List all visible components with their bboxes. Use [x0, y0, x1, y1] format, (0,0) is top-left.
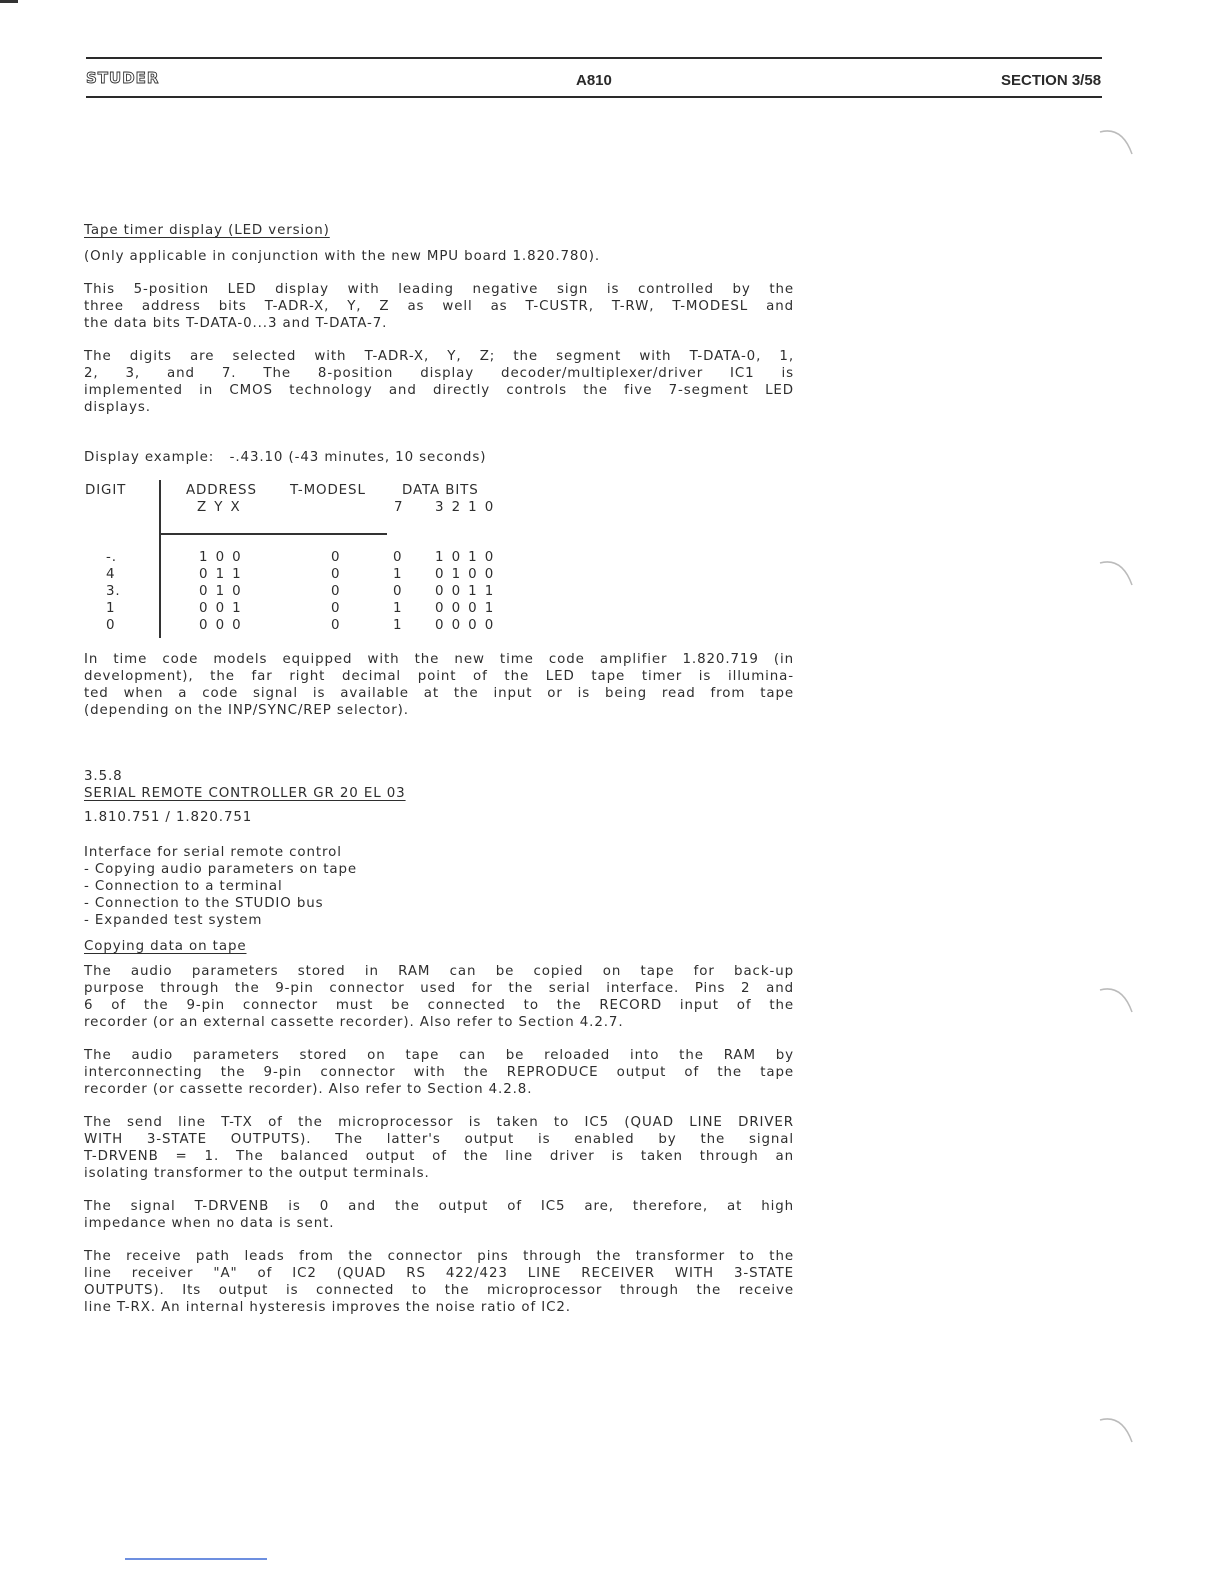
model-label: A810: [576, 72, 612, 89]
scan-corner-mark: [0, 0, 18, 3]
para-line: displays.: [84, 400, 151, 415]
logo-lettering: STUDER: [86, 69, 160, 87]
display-example: Display example: -.43.10 (-43 minutes, 10 seconds): [84, 450, 487, 465]
cell-bit7: 1: [393, 567, 403, 582]
cell-zyx: 1 0 0: [199, 550, 242, 565]
tape-timer-heading: Tape timer display (LED version): [84, 223, 330, 238]
cell-digit: 0: [106, 618, 116, 633]
header-top-rule: [86, 57, 1102, 59]
cell-bits-low: 1 0 1 0: [435, 550, 495, 565]
col-header-modesl: T-MODESL: [290, 483, 366, 498]
copy-para3: [84, 1114, 794, 1182]
copy-para4: [84, 1198, 794, 1232]
para-line: impedance when no data is sent.: [84, 1216, 335, 1231]
col-header-digit: DIGIT: [85, 483, 127, 498]
cell-bit7: 0: [393, 550, 403, 565]
cell-bit7: 0: [393, 584, 403, 599]
para-line: the data bits T-DATA-0...3 and T-DATA-7.: [84, 316, 388, 331]
binder-hole-mark: [1092, 982, 1142, 1022]
para-line: The signal T-DRVENB is 0 and the output of IC5 are, therefore, at high: [84, 1199, 794, 1214]
para-line: In time code models equipped with the new time code amplifier 1.820.719 (in: [84, 652, 794, 667]
cell-bit7: 1: [393, 618, 403, 633]
copy-para5: [84, 1248, 794, 1316]
para-line: development), the far right decimal point of the LED tape timer is illumina-: [84, 669, 794, 684]
list-item: - Expanded test system: [84, 913, 263, 928]
part-numbers: 1.810.751 / 1.820.751: [84, 810, 253, 825]
para-line: 6 of the 9-pin connector must be connected to the RECORD input of the: [84, 998, 794, 1013]
list-item: - Connection to the STUDIO bus: [84, 896, 324, 911]
col-header-address-sub: Z Y X: [197, 500, 241, 515]
para-line: The send line T-TX of the microprocessor is taken to IC5 (QUAD LINE DRIVER: [84, 1115, 794, 1130]
para-line: This 5-position LED display with leading negative sign is controlled by the: [84, 282, 794, 297]
cell-digit: 3.: [106, 584, 121, 599]
para-line: WITH 3-STATE OUTPUTS). The latter's output is enabled by the signal: [84, 1132, 794, 1147]
binder-hole-mark: [1092, 1412, 1142, 1452]
footer-blue-line: [125, 1558, 267, 1560]
tape-timer-para1: [84, 281, 794, 332]
cell-bits-low: 0 0 0 0: [435, 618, 495, 633]
para-line: recorder (or cassette recorder). Also refer to Section 4.2.8.: [84, 1082, 533, 1097]
cell-bit7: 1: [393, 601, 403, 616]
cell-bits-low: 0 0 1 1: [435, 584, 495, 599]
timecode-paragraph: [84, 651, 794, 719]
tape-timer-note: (Only applicable in conjunction with the new MPU board 1.820.780).: [84, 249, 601, 264]
serial-heading: SERIAL REMOTE CONTROLLER GR 20 EL 03: [84, 786, 406, 801]
para-line: isolating transformer to the output terminals.: [84, 1166, 430, 1181]
studer-logo: [86, 69, 182, 91]
cell-zyx: 0 1 1: [199, 567, 242, 582]
para-line: implemented in CMOS technology and directly controls the five 7-segment LED: [84, 383, 794, 398]
cell-bits-low: 0 1 0 0: [435, 567, 495, 582]
para-line: T-DRVENB = 1. The balanced output of the line driver is taken through an: [84, 1149, 794, 1164]
cell-digit: -.: [106, 550, 117, 565]
para-line: The receive path leads from the connector pins through the transformer to the: [84, 1249, 794, 1264]
header-bottom-rule: [86, 96, 1102, 98]
para-line: The digits are selected with T-ADR-X, Y, Z; the segment with T-DATA-0, 1,: [84, 349, 794, 364]
para-line: The audio parameters stored on tape can be reloaded into the RAM by: [84, 1048, 794, 1063]
table-horizontal-rule: [159, 533, 387, 535]
col-header-bits-low: 3 2 1 0: [435, 500, 495, 515]
list-item: - Connection to a terminal: [84, 879, 283, 894]
para-line: interconnecting the 9-pin connector with the REPRODUCE output of the tape: [84, 1065, 794, 1080]
col-header-address: ADDRESS: [186, 483, 257, 498]
cell-modesl: 0: [331, 584, 341, 599]
col-header-bit7: 7: [394, 500, 404, 515]
interface-intro: Interface for serial remote control: [84, 845, 342, 860]
section-number: 3.5.8: [84, 769, 123, 784]
table-vertical-rule: [159, 480, 161, 638]
section-label: SECTION 3/58: [1001, 72, 1102, 89]
para-line: 2, 3, and 7. The 8-position display decoder/multiplexer/driver IC1 is: [84, 366, 794, 381]
binder-hole-mark: [1092, 124, 1142, 164]
para-line: ted when a code signal is available at the input or is being read from tape: [84, 686, 794, 701]
cell-digit: 1: [106, 601, 116, 616]
cell-digit: 4: [106, 567, 116, 582]
cell-bits-low: 0 0 0 1: [435, 601, 495, 616]
cell-modesl: 0: [331, 601, 341, 616]
cell-modesl: 0: [331, 550, 341, 565]
cell-zyx: 0 0 1: [199, 601, 242, 616]
para-line: (depending on the INP/SYNC/REP selector).: [84, 703, 409, 718]
interface-list: [84, 844, 794, 929]
cell-modesl: 0: [331, 567, 341, 582]
cell-zyx: 0 0 0: [199, 618, 242, 633]
para-line: three address bits T-ADR-X, Y, Z as well as T-CUSTR, T-RW, T-MODESL and: [84, 299, 794, 314]
para-line: OUTPUTS). Its output is connected to the microprocessor through the receive: [84, 1283, 794, 1298]
copy-para1: [84, 963, 794, 1031]
copy-para2: [84, 1047, 794, 1098]
para-line: line receiver "A" of IC2 (QUAD RS 422/423 LINE RECEIVER WITH 3-STATE: [84, 1266, 794, 1281]
tape-timer-section: [84, 222, 794, 466]
para-line: recorder (or an external cassette recorder). Also refer to Section 4.2.7.: [84, 1015, 624, 1030]
para-line: line T-RX. An internal hysteresis improves the noise ratio of IC2.: [84, 1300, 571, 1315]
digit-table: [84, 480, 604, 640]
binder-hole-mark: [1092, 555, 1142, 595]
col-header-data-bits: DATA BITS: [402, 483, 479, 498]
tape-timer-para2: [84, 348, 794, 416]
copy-heading: Copying data on tape: [84, 939, 247, 954]
cell-zyx: 0 1 0: [199, 584, 242, 599]
para-line: The audio parameters stored in RAM can be copied on tape for back-up: [84, 964, 794, 979]
serial-remote-section: [84, 768, 794, 1316]
cell-modesl: 0: [331, 618, 341, 633]
list-item: - Copying audio parameters on tape: [84, 862, 358, 877]
para-line: purpose through the 9-pin connector used for the serial interface. Pins 2 and: [84, 981, 794, 996]
